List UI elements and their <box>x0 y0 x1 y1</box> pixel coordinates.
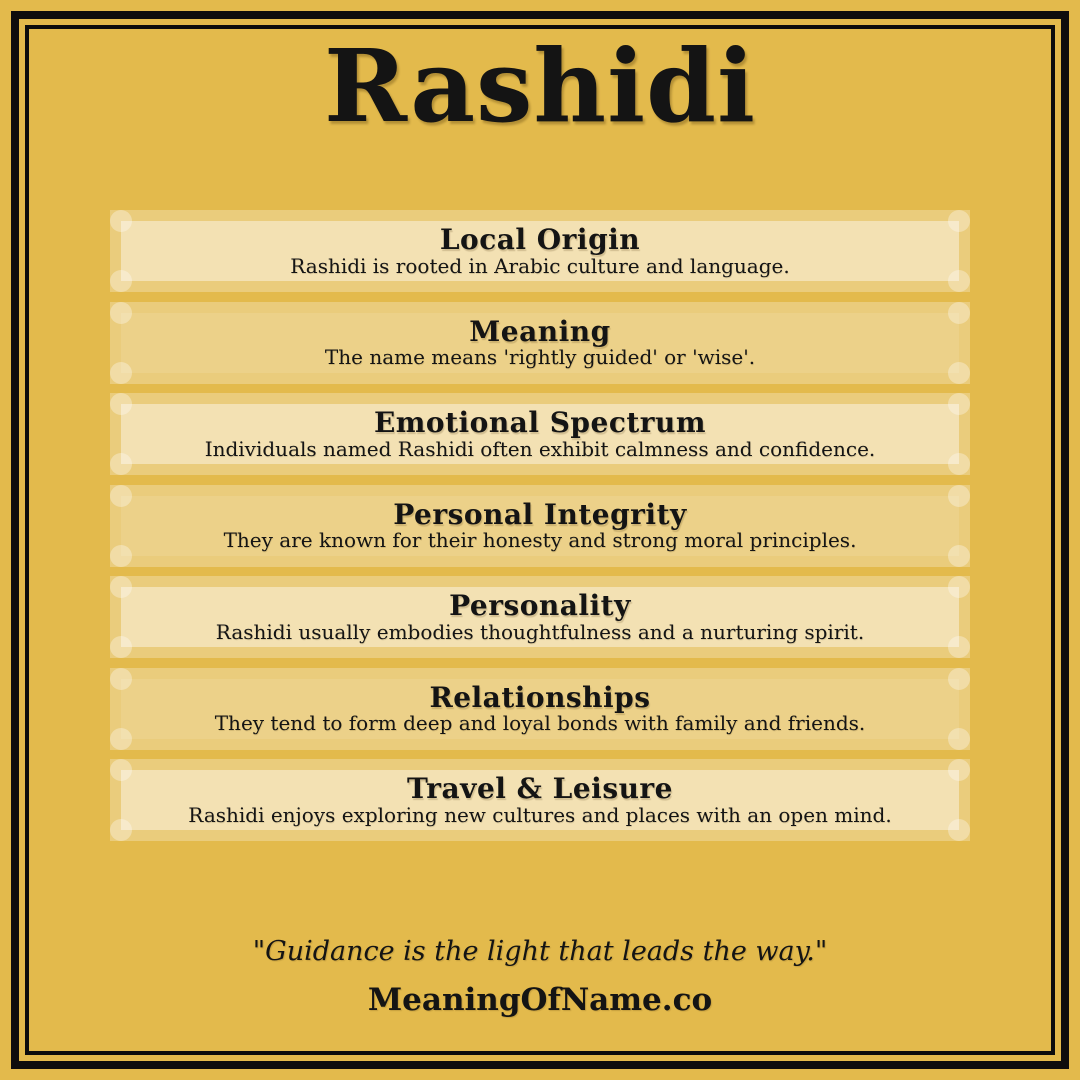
info-card-list <box>110 210 970 841</box>
card-content <box>121 767 959 833</box>
card-heading: Travel & Leisure <box>406 772 673 806</box>
card-text: Rashidi usually embodies thoughtfulness and a nurturing spirit. <box>215 619 865 644</box>
card-content <box>121 493 959 559</box>
card-text: Rashidi enjoys exploring new cultures and places with an open mind. <box>188 802 892 827</box>
card-personality <box>110 576 970 658</box>
card-text: They are known for their honesty and strong moral principles. <box>223 528 857 552</box>
card-content <box>121 218 959 284</box>
page-title: Rashidi <box>323 27 757 145</box>
card-personal-integrity <box>110 485 970 567</box>
card-content <box>121 584 959 650</box>
card-heading: Local Origin <box>439 223 641 257</box>
card-content <box>121 676 959 742</box>
card-heading: Meaning <box>469 314 611 348</box>
card-meaning <box>110 302 970 384</box>
card-heading: Personality <box>449 589 631 623</box>
card-content <box>121 310 959 376</box>
card-text: The name means 'rightly guided' or 'wise'. <box>324 345 756 369</box>
card-heading: Emotional Spectrum <box>373 406 707 440</box>
card-heading: Relationships <box>429 680 651 714</box>
footer-quote: "Guidance is the light that leads the way." <box>252 936 828 967</box>
card-travel-leisure <box>110 759 970 841</box>
card-heading: Personal Integrity <box>393 497 687 531</box>
card-relationships <box>110 668 970 750</box>
card-content <box>121 401 959 467</box>
site-name: MeaningOfName.co <box>367 982 713 1018</box>
card-emotional-spectrum <box>110 393 970 475</box>
card-text: Rashidi is rooted in Arabic culture and language. <box>290 253 790 278</box>
card-text: Individuals named Rashidi often exhibit calmness and confidence. <box>204 436 876 461</box>
card-text: They tend to form deep and loyal bonds with family and friends. <box>214 711 866 735</box>
card-local-origin <box>110 210 970 292</box>
